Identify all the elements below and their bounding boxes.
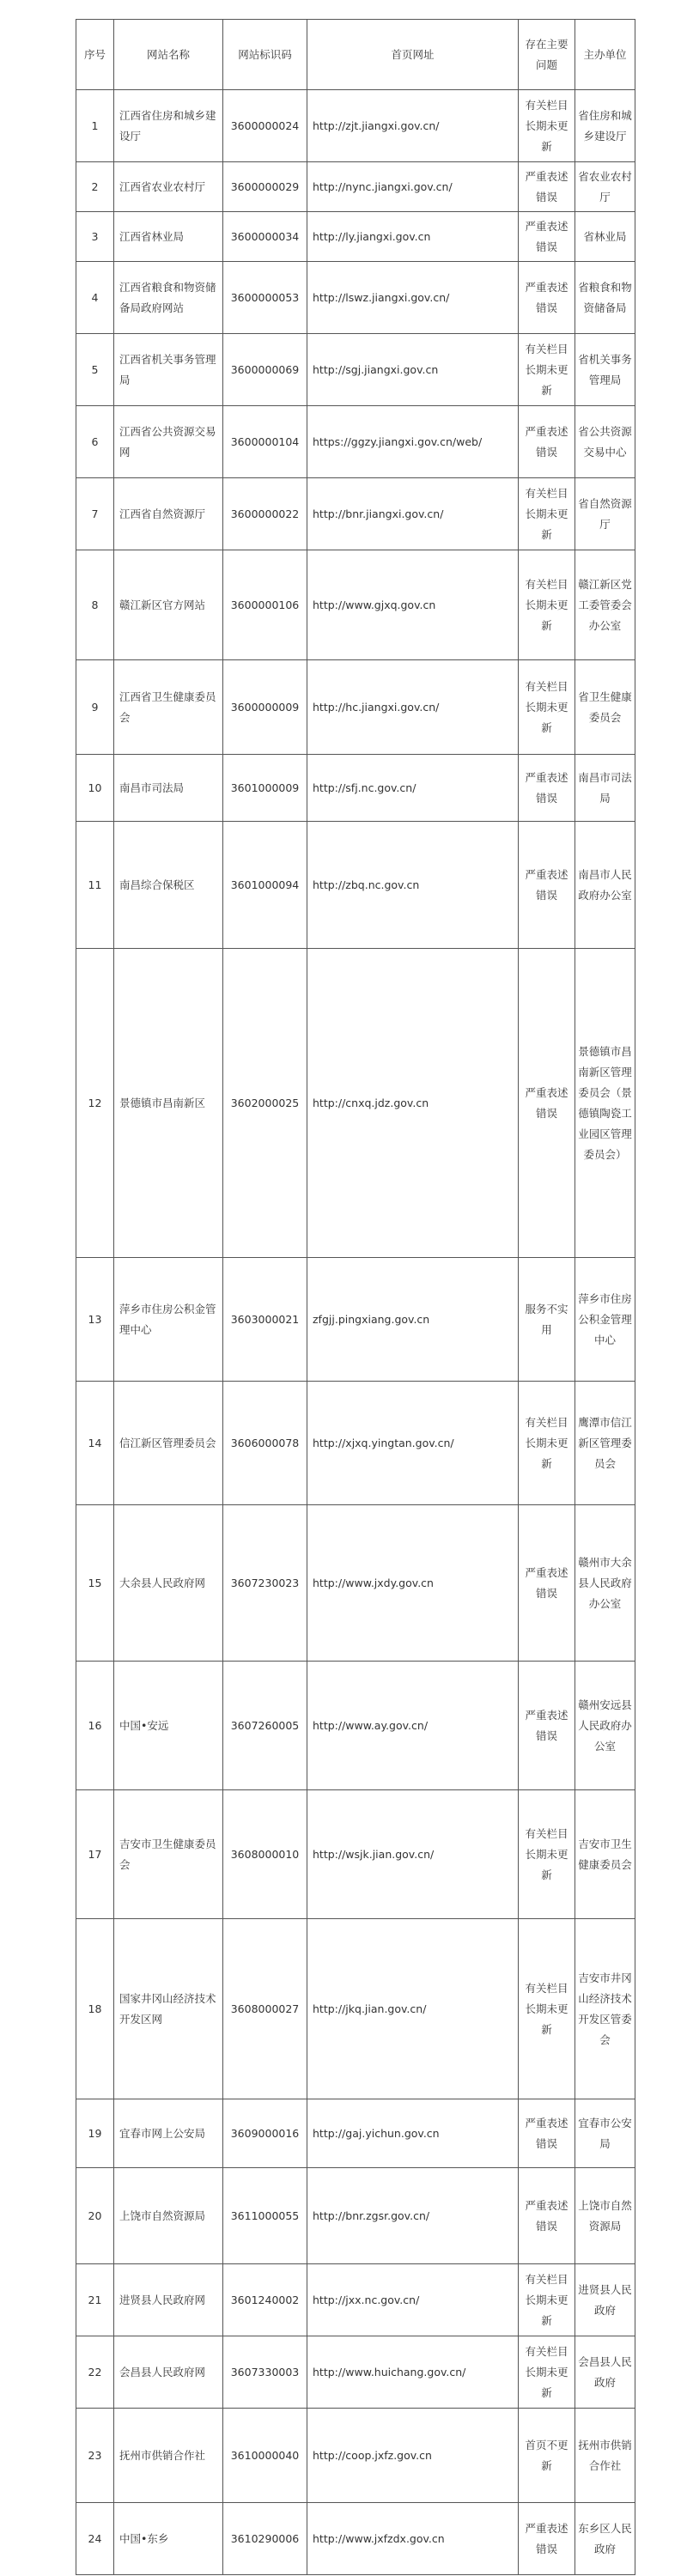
table-row	[76, 660, 635, 755]
table-row	[76, 406, 635, 478]
row-index: 24	[76, 2503, 114, 2575]
row-site-code: 3610000040	[223, 2409, 307, 2503]
row-site-code: 3600000104	[223, 406, 307, 478]
row-homepage-url: http://xjxq.yingtan.gov.cn/	[307, 1382, 519, 1505]
row-organizer: 东乡区人民政府	[575, 2503, 635, 2575]
row-organizer: 进贤县人民政府	[575, 2264, 635, 2336]
table-row	[76, 2503, 635, 2575]
header-org: 主办单位	[575, 20, 635, 90]
table-row	[76, 755, 635, 822]
row-organizer: 吉安市卫生健康委员会	[575, 1790, 635, 1919]
table-row	[76, 822, 635, 949]
table-row	[76, 1790, 635, 1919]
row-site-code: 3600000034	[223, 212, 307, 262]
row-site-name: 江西省林业局	[114, 212, 223, 262]
row-issue: 严重表述错误	[519, 406, 575, 478]
header-issue: 存在主要问题	[519, 20, 575, 90]
row-organizer: 鹰潭市信江新区管理委员会	[575, 1382, 635, 1505]
row-site-name: 宜春市网上公安局	[114, 2099, 223, 2168]
table-row	[76, 1662, 635, 1790]
row-issue: 有关栏目长期未更新	[519, 334, 575, 406]
row-organizer: 省林业局	[575, 212, 635, 262]
row-site-code: 3603000021	[223, 1258, 307, 1382]
row-index: 16	[76, 1662, 114, 1790]
row-site-name: 会昌县人民政府网	[114, 2336, 223, 2409]
header-name: 网站名称	[114, 20, 223, 90]
row-site-name: 国家井冈山经济技术开发区网	[114, 1919, 223, 2099]
table-row	[76, 2168, 635, 2264]
row-homepage-url: http://www.huichang.gov.cn/	[307, 2336, 519, 2409]
row-site-code: 3601240002	[223, 2264, 307, 2336]
row-organizer: 省卫生健康委员会	[575, 660, 635, 755]
row-site-name: 抚州市供销合作社	[114, 2409, 223, 2503]
row-site-code: 3600000029	[223, 162, 307, 212]
row-site-code: 3600000022	[223, 478, 307, 550]
row-homepage-url: http://cnxq.jdz.gov.cn	[307, 949, 519, 1258]
row-homepage-url: http://gaj.yichun.gov.cn	[307, 2099, 519, 2168]
row-issue: 服务不实用	[519, 1258, 575, 1382]
row-organizer: 省农业农村厅	[575, 162, 635, 212]
row-index: 22	[76, 2336, 114, 2409]
row-organizer: 萍乡市住房公积金管理中心	[575, 1258, 635, 1382]
row-index: 10	[76, 755, 114, 822]
row-organizer: 会昌县人民政府	[575, 2336, 635, 2409]
row-site-name: 吉安市卫生健康委员会	[114, 1790, 223, 1919]
header-url: 首页网址	[307, 20, 519, 90]
table-row	[76, 2409, 635, 2503]
row-site-code: 3608000010	[223, 1790, 307, 1919]
row-homepage-url: http://sgj.jiangxi.gov.cn	[307, 334, 519, 406]
row-homepage-url: http://sfj.nc.gov.cn/	[307, 755, 519, 822]
table-row	[76, 334, 635, 406]
row-homepage-url: zfgjj.pingxiang.gov.cn	[307, 1258, 519, 1382]
table-row	[76, 949, 635, 1258]
row-site-code: 3610290006	[223, 2503, 307, 2575]
row-homepage-url: http://zjt.jiangxi.gov.cn/	[307, 90, 519, 162]
row-index: 17	[76, 1790, 114, 1919]
row-issue: 严重表述错误	[519, 162, 575, 212]
row-site-code: 3607230023	[223, 1505, 307, 1662]
row-homepage-url: http://ly.jiangxi.gov.cn	[307, 212, 519, 262]
row-index: 1	[76, 90, 114, 162]
header-row	[76, 20, 635, 90]
row-issue: 严重表述错误	[519, 1662, 575, 1790]
row-homepage-url: https://ggzy.jiangxi.gov.cn/web/	[307, 406, 519, 478]
inspection-table	[76, 19, 635, 2575]
row-index: 23	[76, 2409, 114, 2503]
row-index: 5	[76, 334, 114, 406]
row-homepage-url: http://wsjk.jian.gov.cn/	[307, 1790, 519, 1919]
row-homepage-url: http://www.jxfzdx.gov.cn	[307, 2503, 519, 2575]
row-homepage-url: http://jkq.jian.gov.cn/	[307, 1919, 519, 2099]
row-site-name: 江西省住房和城乡建设厅	[114, 90, 223, 162]
row-homepage-url: http://www.jxdy.gov.cn	[307, 1505, 519, 1662]
row-issue: 有关栏目长期未更新	[519, 1919, 575, 2099]
row-site-name: 进贤县人民政府网	[114, 2264, 223, 2336]
row-issue: 严重表述错误	[519, 755, 575, 822]
row-site-code: 3601000009	[223, 755, 307, 822]
row-organizer: 赣州市大余县人民政府办公室	[575, 1505, 635, 1662]
row-issue: 有关栏目长期未更新	[519, 1790, 575, 1919]
row-issue: 有关栏目长期未更新	[519, 90, 575, 162]
row-organizer: 南昌市人民政府办公室	[575, 822, 635, 949]
row-issue: 严重表述错误	[519, 822, 575, 949]
row-site-name: 萍乡市住房公积金管理中心	[114, 1258, 223, 1382]
row-issue: 有关栏目长期未更新	[519, 478, 575, 550]
inspection-table-container	[76, 19, 635, 2575]
row-index: 4	[76, 262, 114, 334]
header-code: 网站标识码	[223, 20, 307, 90]
row-organizer: 赣州安远县人民政府办公室	[575, 1662, 635, 1790]
table-row	[76, 2264, 635, 2336]
table-row	[76, 90, 635, 162]
row-homepage-url: http://lswz.jiangxi.gov.cn/	[307, 262, 519, 334]
row-index: 9	[76, 660, 114, 755]
row-site-name: 中国•东乡	[114, 2503, 223, 2575]
row-issue: 有关栏目长期未更新	[519, 2264, 575, 2336]
row-index: 14	[76, 1382, 114, 1505]
row-organizer: 省住房和城乡建设厅	[575, 90, 635, 162]
row-index: 18	[76, 1919, 114, 2099]
table-row	[76, 1258, 635, 1382]
row-site-code: 3606000078	[223, 1382, 307, 1505]
row-index: 2	[76, 162, 114, 212]
row-site-code: 3600000053	[223, 262, 307, 334]
table-row	[76, 550, 635, 660]
row-issue: 有关栏目长期未更新	[519, 2336, 575, 2409]
row-organizer: 省自然资源厅	[575, 478, 635, 550]
row-index: 3	[76, 212, 114, 262]
row-site-code: 3607330003	[223, 2336, 307, 2409]
row-homepage-url: http://hc.jiangxi.gov.cn/	[307, 660, 519, 755]
row-index: 7	[76, 478, 114, 550]
row-site-code: 3611000055	[223, 2168, 307, 2264]
row-site-code: 3600000106	[223, 550, 307, 660]
row-site-name: 中国•安远	[114, 1662, 223, 1790]
row-index: 8	[76, 550, 114, 660]
row-site-name: 信江新区管理委员会	[114, 1382, 223, 1505]
row-site-code: 3602000025	[223, 949, 307, 1258]
row-index: 21	[76, 2264, 114, 2336]
row-index: 13	[76, 1258, 114, 1382]
row-homepage-url: http://coop.jxfz.gov.cn	[307, 2409, 519, 2503]
row-organizer: 景德镇市昌南新区管理委员会（景德镇陶瓷工业园区管理委员会）	[575, 949, 635, 1258]
row-site-code: 3609000016	[223, 2099, 307, 2168]
row-site-name: 江西省卫生健康委员会	[114, 660, 223, 755]
row-organizer: 省粮食和物资储备局	[575, 262, 635, 334]
row-site-name: 南昌综合保税区	[114, 822, 223, 949]
row-organizer: 省机关事务管理局	[575, 334, 635, 406]
row-index: 15	[76, 1505, 114, 1662]
table-row	[76, 212, 635, 262]
row-site-name: 江西省自然资源厅	[114, 478, 223, 550]
row-site-name: 赣江新区官方网站	[114, 550, 223, 660]
row-organizer: 省公共资源交易中心	[575, 406, 635, 478]
row-site-name: 江西省机关事务管理局	[114, 334, 223, 406]
row-site-name: 大余县人民政府网	[114, 1505, 223, 1662]
row-site-code: 3600000024	[223, 90, 307, 162]
table-row	[76, 162, 635, 212]
table-row	[76, 1505, 635, 1662]
table-row	[76, 2099, 635, 2168]
row-issue: 严重表述错误	[519, 2503, 575, 2575]
row-organizer: 上饶市自然资源局	[575, 2168, 635, 2264]
row-index: 19	[76, 2099, 114, 2168]
row-issue: 严重表述错误	[519, 262, 575, 334]
row-issue: 有关栏目长期未更新	[519, 550, 575, 660]
row-site-name: 景德镇市昌南新区	[114, 949, 223, 1258]
row-site-code: 3601000094	[223, 822, 307, 949]
table-row	[76, 1382, 635, 1505]
row-homepage-url: http://www.ay.gov.cn/	[307, 1662, 519, 1790]
table-row	[76, 2336, 635, 2409]
row-homepage-url: http://zbq.nc.gov.cn	[307, 822, 519, 949]
row-index: 12	[76, 949, 114, 1258]
row-homepage-url: http://bnr.jiangxi.gov.cn/	[307, 478, 519, 550]
row-homepage-url: http://nync.jiangxi.gov.cn/	[307, 162, 519, 212]
row-issue: 严重表述错误	[519, 1505, 575, 1662]
row-site-name: 南昌市司法局	[114, 755, 223, 822]
row-homepage-url: http://www.gjxq.gov.cn	[307, 550, 519, 660]
row-index: 11	[76, 822, 114, 949]
row-homepage-url: http://jxx.nc.gov.cn/	[307, 2264, 519, 2336]
row-index: 6	[76, 406, 114, 478]
row-index: 20	[76, 2168, 114, 2264]
row-site-code: 3608000027	[223, 1919, 307, 2099]
row-site-code: 3600000069	[223, 334, 307, 406]
row-issue: 有关栏目长期未更新	[519, 1382, 575, 1505]
row-homepage-url: http://bnr.zgsr.gov.cn/	[307, 2168, 519, 2264]
row-site-name: 江西省粮食和物资储备局政府网站	[114, 262, 223, 334]
row-organizer: 抚州市供销合作社	[575, 2409, 635, 2503]
table-row	[76, 262, 635, 334]
row-issue: 有关栏目长期未更新	[519, 660, 575, 755]
row-site-code: 3607260005	[223, 1662, 307, 1790]
header-index: 序号	[76, 20, 114, 90]
row-site-name: 江西省农业农村厅	[114, 162, 223, 212]
row-issue: 首页不更新	[519, 2409, 575, 2503]
row-organizer: 南昌市司法局	[575, 755, 635, 822]
row-issue: 严重表述错误	[519, 2099, 575, 2168]
row-organizer: 赣江新区党工委管委会办公室	[575, 550, 635, 660]
row-issue: 严重表述错误	[519, 212, 575, 262]
row-site-name: 江西省公共资源交易网	[114, 406, 223, 478]
row-issue: 严重表述错误	[519, 949, 575, 1258]
row-issue: 严重表述错误	[519, 2168, 575, 2264]
row-organizer: 吉安市井冈山经济技术开发区管委会	[575, 1919, 635, 2099]
row-site-code: 3600000009	[223, 660, 307, 755]
row-site-name: 上饶市自然资源局	[114, 2168, 223, 2264]
table-row	[76, 1919, 635, 2099]
row-organizer: 宜春市公安局	[575, 2099, 635, 2168]
table-row	[76, 478, 635, 550]
